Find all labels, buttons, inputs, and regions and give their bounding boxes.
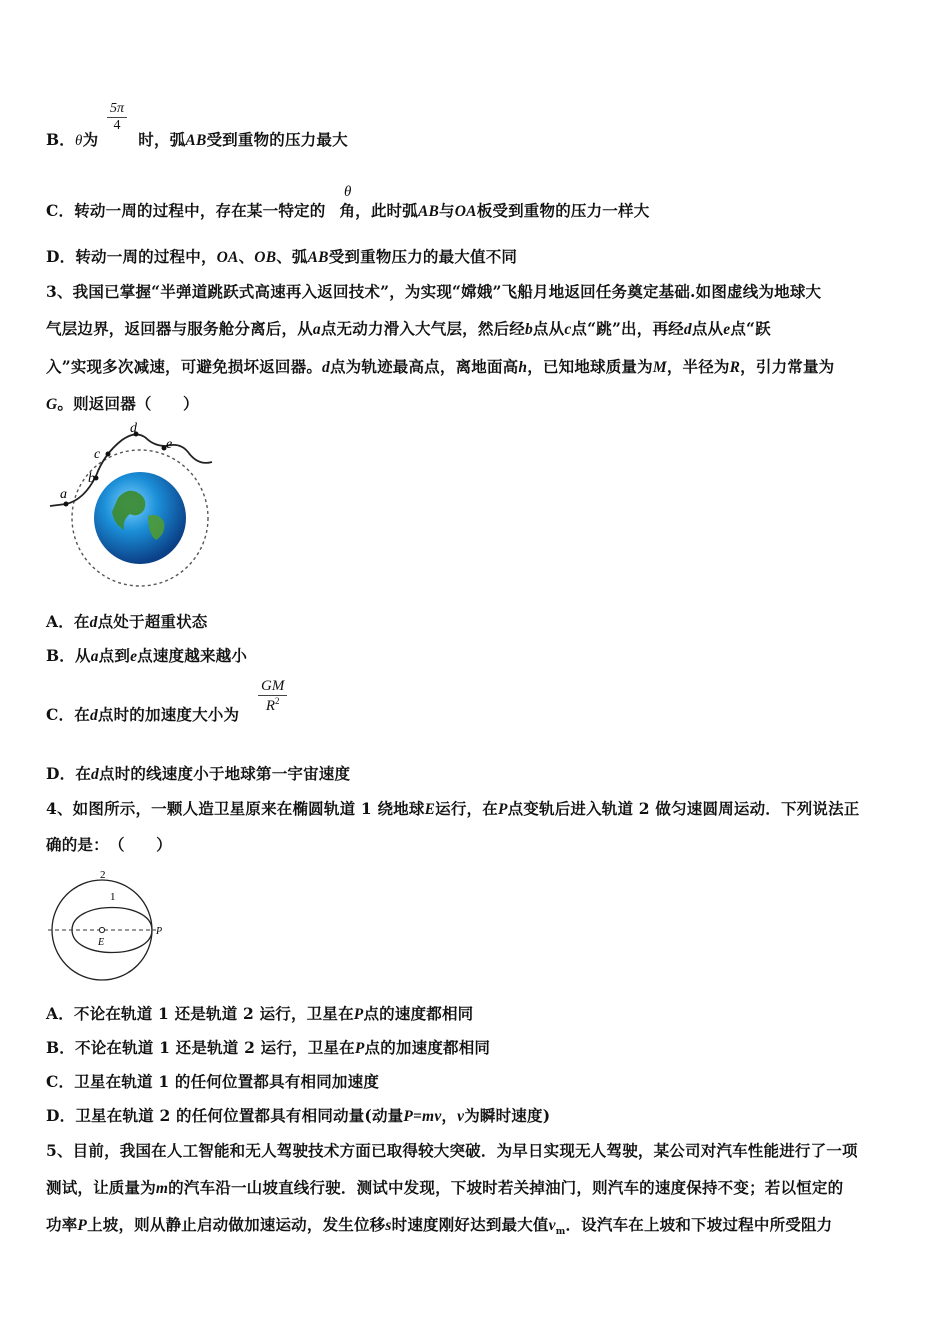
- point-a: [64, 502, 69, 507]
- label-b: b: [88, 471, 95, 486]
- q3-option-c: C．在d点时的加速度大小为: [46, 705, 240, 724]
- q4-stem-line2: 确的是： （ ）: [46, 835, 172, 854]
- theta-symbol: θ: [75, 133, 83, 149]
- q2-option-c: C．转动一周的过程中，存在某一特定的 角，此时弧AB与OA板受到重物的压力一样大: [46, 201, 650, 220]
- label-c: c: [94, 447, 101, 462]
- label-orbit-1: 1: [110, 891, 116, 903]
- q5-stem-line2: 测试，让质量为m的汽车沿一山坡直线行驶．测试中发现，下坡时若关掉油门，则汽车的速度保持不变；若以恒定的: [46, 1178, 844, 1197]
- point-c: [106, 452, 111, 457]
- q4-option-c: C．卫星在轨道 1 的任何位置都具有相同加速度: [46, 1072, 380, 1091]
- fraction-5pi-over-4: $\frac{5\pi}{4}$: [107, 101, 127, 134]
- q3-stem-line3: 入”实现多次减速，可避免损坏返回器。d点为轨迹最高点，离地面高h，已知地球质量为M，半径为R，引力常量为: [46, 357, 835, 376]
- earth-point: [99, 927, 104, 932]
- earth-trajectory-figure: [44, 420, 224, 592]
- q3-stem-line2: 气层边界，返回器与服务舱分离后，从a点无动力滑入大气层，然后经b点从c点“跳”出，再经d点从e点“跃: [46, 319, 771, 338]
- q4-option-b: B．不论在轨道 1 还是轨道 2 运行，卫星在P点的加速度都相同: [46, 1038, 491, 1057]
- q3-stem-line4: G。则返回器（ ）: [46, 394, 199, 413]
- q3-option-d: D．在d点时的线速度小于地球第一宇宙速度: [46, 764, 351, 783]
- q4-option-d: D．卫星在轨道 2 的任何位置都具有相同动量(动量P=mv，v为瞬时速度): [46, 1106, 551, 1125]
- q3-stem-line1: 3、我国已掌握“半弹道跳跃式高速再入返回技术”，为实现“嫦娥”飞船月地返回任务奠定基础.如图虚线为地球大: [46, 282, 822, 301]
- label-d: d: [130, 421, 137, 436]
- label-a: a: [60, 487, 67, 502]
- fraction-gm-over-r2: $\frac{GM}{R^2}$: [258, 678, 287, 715]
- theta-symbol: θ: [344, 184, 352, 200]
- q4-stem-line1: 4、如图所示，一颗人造卫星原来在椭圆轨道 1 绕地球E运行，在P点变轨后进入轨道 2 做匀速圆周运动．下列说法正: [46, 799, 860, 818]
- label-p: P: [156, 926, 163, 937]
- label-e: E: [98, 937, 105, 948]
- q5-stem-line3: 功率P上坡，则从静止启动做加速运动，发生位移s时速度刚好达到最大值$v_m$．设汽车在上坡和下坡过程中所受阻力: [46, 1215, 833, 1238]
- q5-stem-line1: 5、目前，我国在人工智能和无人驾驶技术方面已取得较大突破．为早日实现无人驾驶，某公司对汽车性能进行了一项: [46, 1141, 858, 1160]
- label-orbit-2: 2: [100, 869, 106, 881]
- q3-option-a: A．在d点处于超重状态: [46, 612, 208, 631]
- earth-globe: [94, 472, 186, 564]
- q3-option-b: B．从a点到e点速度越来越小: [46, 646, 248, 665]
- orbit-figure: [44, 864, 174, 986]
- label-e: e: [166, 437, 173, 452]
- q2-option-d: D．转动一周的过程中，OA、OB、弧AB受到重物压力的最大值不同: [46, 247, 518, 266]
- q2-option-b: B．θ为 时，弧AB受到重物的压力最大: [46, 130, 348, 149]
- q4-option-a: A．不论在轨道 1 还是轨道 2 运行，卫星在P点的速度都相同: [46, 1004, 474, 1023]
